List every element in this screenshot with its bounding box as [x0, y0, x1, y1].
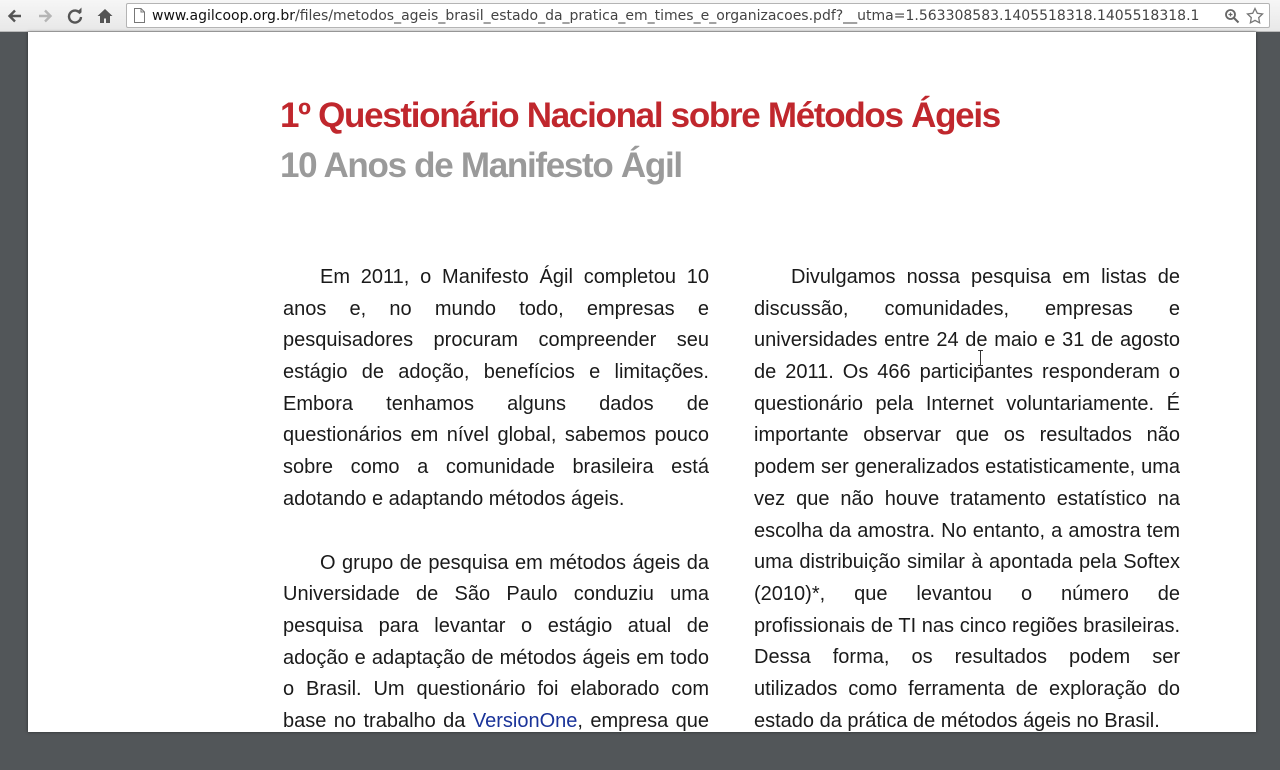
- document-subtitle: 10 Anos de Manifesto Ágil: [280, 146, 682, 185]
- text-line: sobre como a comunidade brasileira está: [283, 456, 709, 479]
- text-line: Em 2011, o Manifesto Ágil completou 10: [320, 266, 709, 288]
- text-segment: , empresa que: [577, 709, 709, 732]
- text-line: adotando e adaptando métodos ágeis.: [283, 487, 625, 510]
- text-line: discussão, comunidades, empresas e: [754, 297, 1180, 320]
- text-line: Dessa forma, os resultados podem ser: [754, 646, 1180, 669]
- text-line: o Brasil. Um questionário foi elaborado com: [283, 678, 709, 701]
- text-line: anos e, no mundo todo, empresas e: [283, 297, 709, 320]
- right-column: [754, 262, 1180, 769]
- forward-button[interactable]: [33, 4, 57, 28]
- document-title: 1º Questionário Nacional sobre Métodos Ágeis: [280, 96, 1000, 135]
- reload-icon: [66, 7, 84, 25]
- text-line: estágio de adoção, benefícios e limitações.: [283, 361, 709, 384]
- text-line: utilizados como ferramenta de exploração do: [754, 677, 1180, 700]
- home-icon: [96, 7, 114, 25]
- text-line: [283, 706, 709, 738]
- url-path: /files/metodos_ageis_brasil_estado_da_pratica_em_times_e_organizacoes.pdf?__utma=1.563308583.1405518318.1405518318.1: [294, 8, 1200, 24]
- pdf-viewer[interactable]: [0, 32, 1280, 732]
- browser-toolbar: [0, 0, 1280, 32]
- text-line: importante observar que os resultados não: [754, 424, 1180, 447]
- page-icon: [133, 8, 146, 28]
- versionone-link[interactable]: VersionOne: [472, 709, 578, 732]
- left-column: [283, 262, 709, 770]
- text-line: uma distribuição similar à apontada pela Softex: [754, 551, 1180, 574]
- url-host: www.agilcoop.org.br: [152, 8, 295, 24]
- left-paragraph-1: [283, 262, 709, 516]
- pdf-page: [28, 32, 1256, 732]
- text-line: pesquisa para levantar o estágio atual de: [283, 614, 709, 637]
- zoom-button[interactable]: [1222, 6, 1242, 26]
- text-line: Embora tenhamos alguns dados de: [283, 392, 709, 415]
- text-line: Universidade de São Paulo conduziu uma: [283, 583, 709, 606]
- text-line: adoção e adaptação de métodos ágeis em todo: [283, 646, 709, 669]
- text-line: escolha da amostra. No entanto, a amostra tem: [754, 519, 1180, 542]
- text-line: questionários em nível global, sabemos pouco: [283, 424, 709, 447]
- text-line: podem ser generalizados estatisticamente, uma: [754, 456, 1180, 479]
- text-line: (2010)*, que levantou o número de: [754, 582, 1180, 605]
- text-segment: base no trabalho da: [283, 709, 466, 732]
- text-cursor-icon: [977, 350, 984, 366]
- star-icon: [1246, 7, 1264, 25]
- text-line: Divulgamos nossa pesquisa em listas de: [791, 266, 1180, 288]
- back-arrow-icon: [6, 7, 24, 25]
- text-line: questionário pela Internet voluntariamente. É: [754, 392, 1180, 415]
- text-line: estado da prática de métodos ágeis no Brasil.: [754, 709, 1160, 732]
- forward-arrow-icon: [36, 7, 54, 25]
- text-line: pesquisadores procuram compreender seu: [283, 329, 709, 352]
- right-paragraph-1: [754, 262, 1180, 737]
- url-text[interactable]: [152, 8, 1237, 24]
- bookmark-star-button[interactable]: [1245, 6, 1265, 26]
- text-line: de 2011. Os 466 participantes responderam o: [754, 361, 1180, 384]
- zoom-magnifier-icon: [1224, 8, 1240, 24]
- text-line: profissionais de TI nas cinco regiões brasileiras.: [754, 614, 1180, 637]
- back-button[interactable]: [3, 4, 27, 28]
- home-button[interactable]: [93, 4, 117, 28]
- left-paragraph-2: [283, 548, 709, 738]
- text-line: O grupo de pesquisa em métodos ágeis da: [320, 551, 709, 574]
- text-line: universidades entre 24 de maio e 31 de agosto: [754, 329, 1180, 352]
- text-line: vez que não houve tratamento estatístico na: [754, 487, 1180, 510]
- reload-button[interactable]: [63, 4, 87, 28]
- address-bar[interactable]: [126, 3, 1270, 28]
